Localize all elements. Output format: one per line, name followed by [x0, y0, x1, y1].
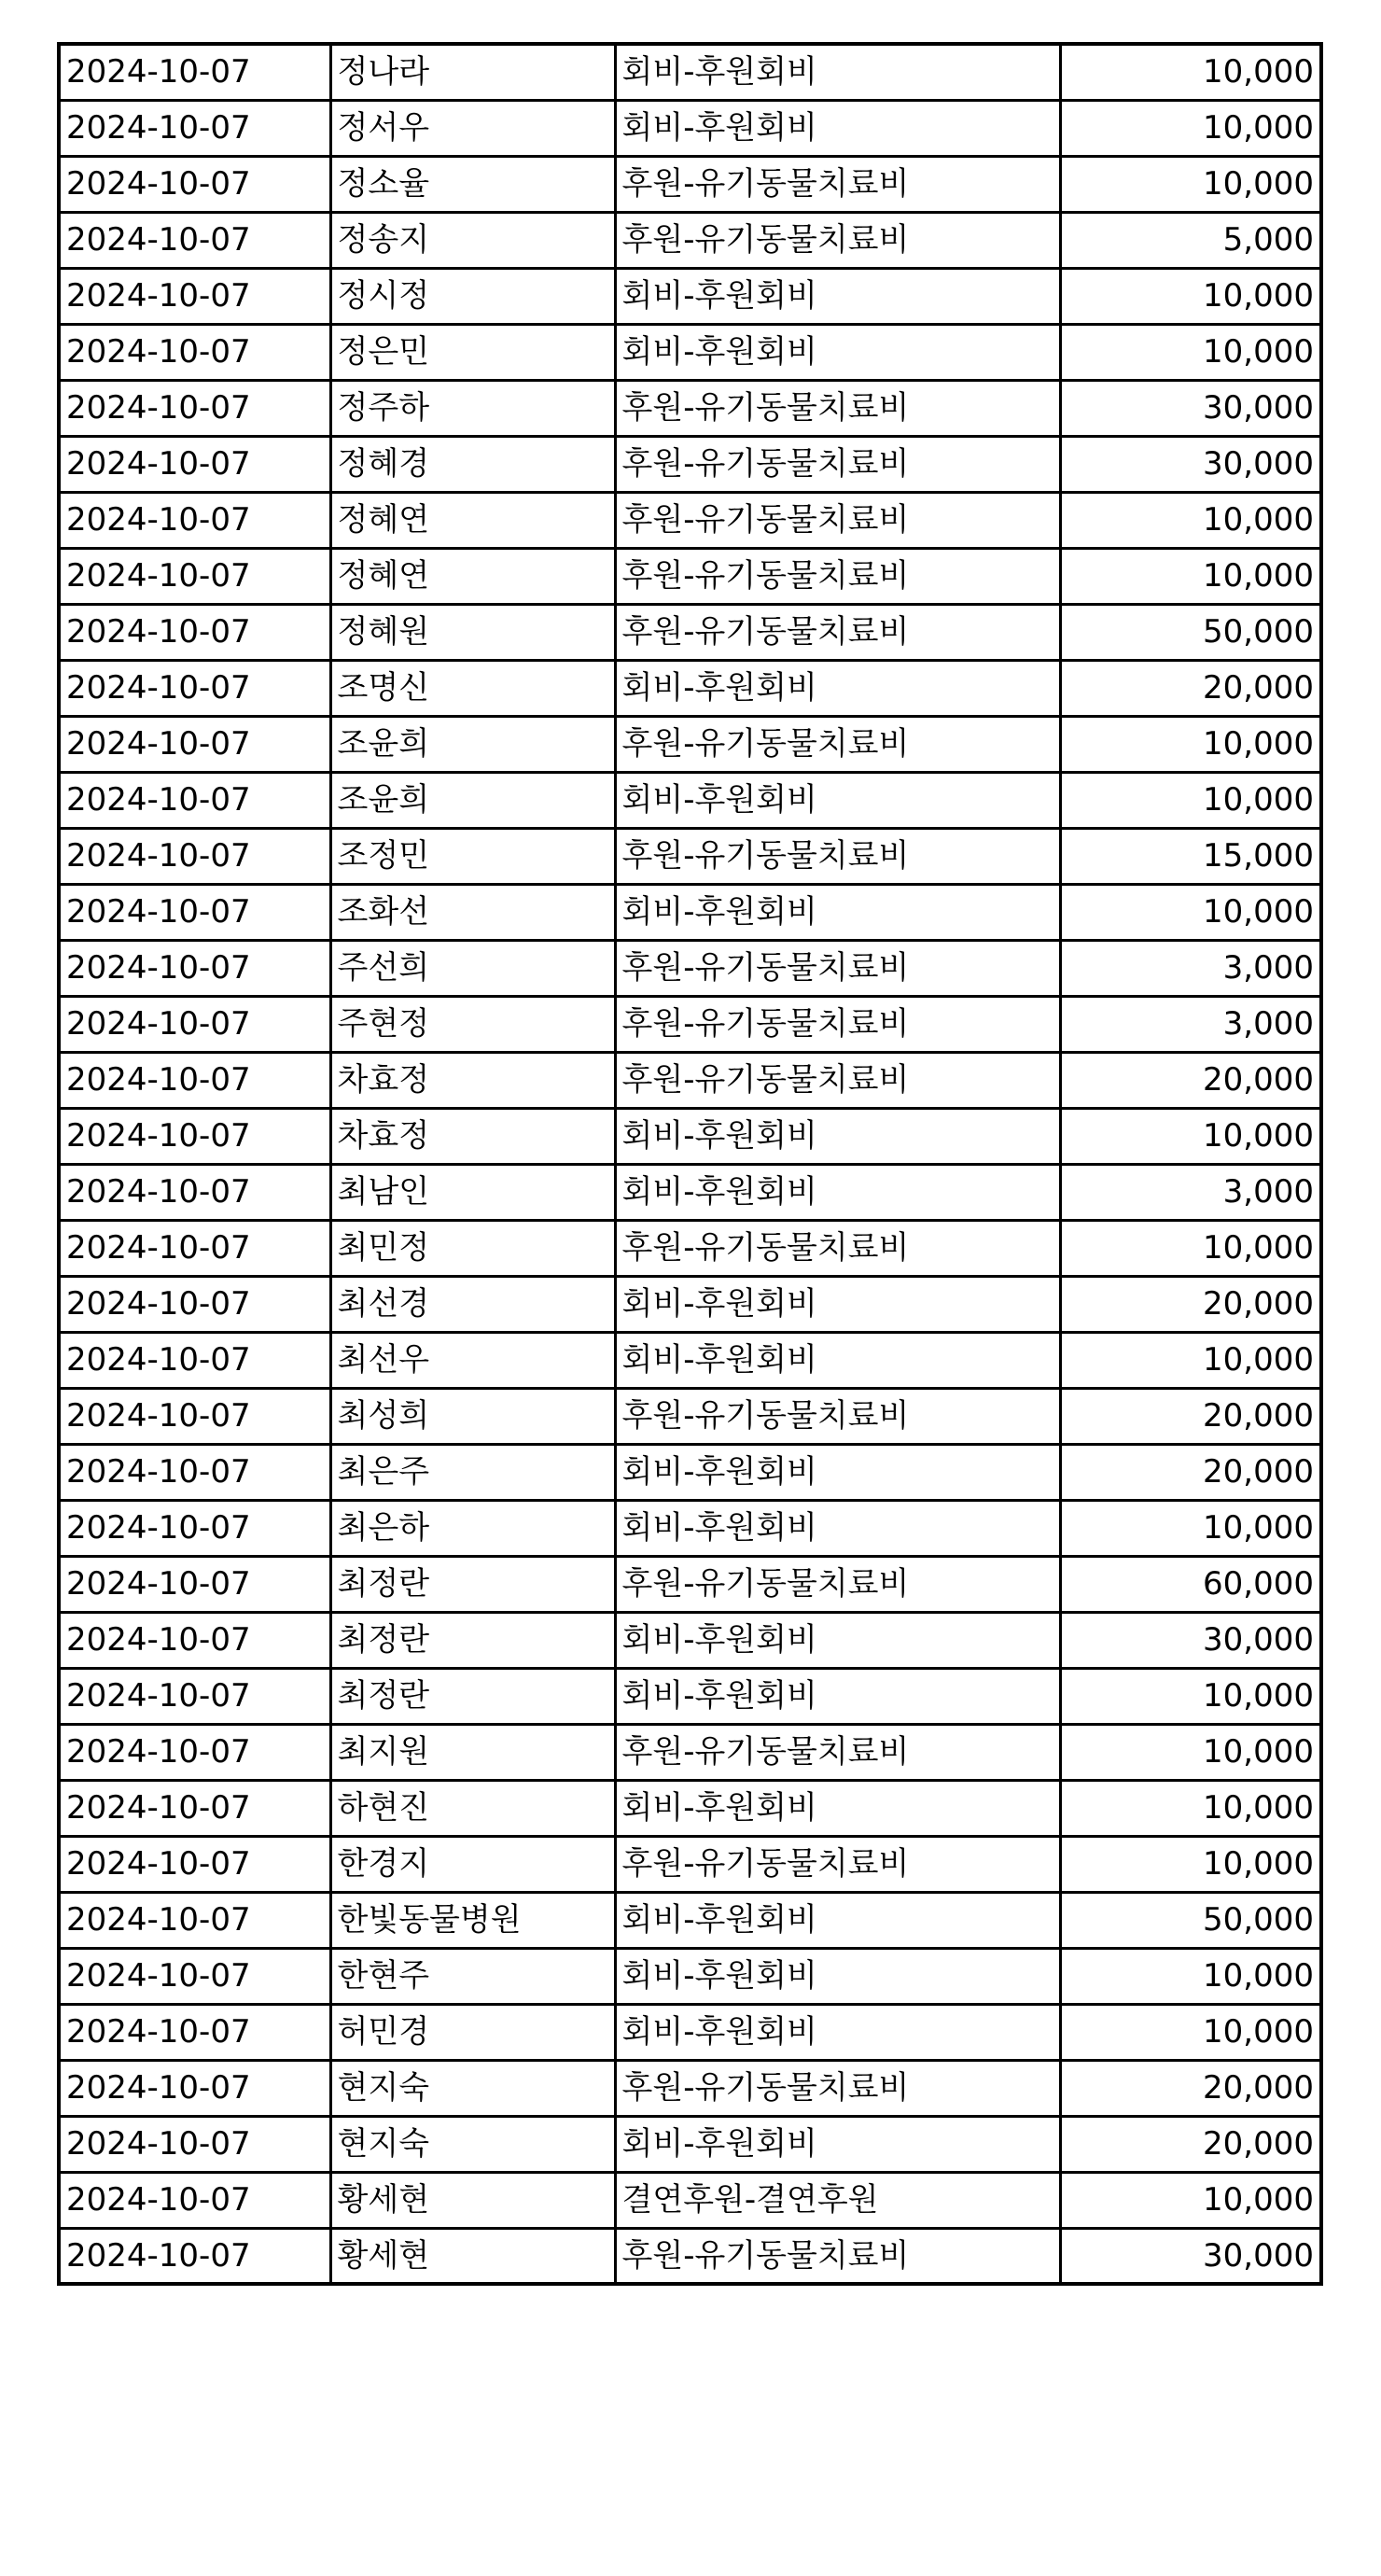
date-cell: 2024-10-07 — [59, 1780, 330, 1836]
table-row — [59, 156, 1321, 212]
date-cell: 2024-10-07 — [59, 2228, 330, 2284]
category-cell: 회비-후원회비 — [615, 1108, 1060, 1164]
table-row — [59, 1276, 1321, 1332]
donor-name-cell: 허민경 — [330, 2004, 615, 2060]
amount-cell: 10,000 — [1060, 1332, 1321, 1388]
amount-cell: 10,000 — [1060, 2004, 1321, 2060]
category-cell: 회비-후원회비 — [615, 2116, 1060, 2172]
donor-name-cell: 최선경 — [330, 1276, 615, 1332]
category-cell: 회비-후원회비 — [615, 1164, 1060, 1220]
donor-name-cell: 정혜연 — [330, 548, 615, 604]
category-cell: 회비-후원회비 — [615, 1444, 1060, 1500]
category-cell: 후원-유기동물치료비 — [615, 2060, 1060, 2116]
donor-name-cell: 최정란 — [330, 1668, 615, 1724]
amount-cell: 30,000 — [1060, 436, 1321, 492]
amount-cell: 20,000 — [1060, 1052, 1321, 1108]
donor-name-cell: 최남인 — [330, 1164, 615, 1220]
table-row — [59, 2004, 1321, 2060]
table-row — [59, 1668, 1321, 1724]
amount-cell: 20,000 — [1060, 2060, 1321, 2116]
donor-name-cell: 최성희 — [330, 1388, 615, 1444]
table-row — [59, 436, 1321, 492]
category-cell: 결연후원-결연후원 — [615, 2172, 1060, 2228]
category-cell: 후원-유기동물치료비 — [615, 604, 1060, 660]
table-row — [59, 44, 1321, 100]
amount-cell: 10,000 — [1060, 1220, 1321, 1276]
donor-name-cell: 조윤희 — [330, 716, 615, 772]
date-cell: 2024-10-07 — [59, 1500, 330, 1556]
table-row — [59, 1220, 1321, 1276]
date-cell: 2024-10-07 — [59, 1332, 330, 1388]
table-row — [59, 380, 1321, 436]
table-row — [59, 996, 1321, 1052]
donor-name-cell: 조명신 — [330, 660, 615, 716]
amount-cell: 10,000 — [1060, 548, 1321, 604]
amount-cell: 20,000 — [1060, 1444, 1321, 1500]
table-row — [59, 1332, 1321, 1388]
donor-name-cell: 정서우 — [330, 100, 615, 156]
category-cell: 회비-후원회비 — [615, 772, 1060, 828]
donor-name-cell: 최은하 — [330, 1500, 615, 1556]
donor-name-cell: 정송지 — [330, 212, 615, 268]
amount-cell: 10,000 — [1060, 156, 1321, 212]
donor-name-cell: 조정민 — [330, 828, 615, 884]
date-cell: 2024-10-07 — [59, 1556, 330, 1612]
category-cell: 회비-후원회비 — [615, 268, 1060, 324]
table-row — [59, 1892, 1321, 1948]
date-cell: 2024-10-07 — [59, 156, 330, 212]
category-cell: 후원-유기동물치료비 — [615, 492, 1060, 548]
table-row — [59, 716, 1321, 772]
table-row — [59, 1052, 1321, 1108]
amount-cell: 20,000 — [1060, 2116, 1321, 2172]
date-cell: 2024-10-07 — [59, 1164, 330, 1220]
category-cell: 후원-유기동물치료비 — [615, 436, 1060, 492]
table-row — [59, 660, 1321, 716]
date-cell: 2024-10-07 — [59, 492, 330, 548]
donor-name-cell: 조윤희 — [330, 772, 615, 828]
table-row — [59, 1836, 1321, 1892]
donor-name-cell: 차효정 — [330, 1052, 615, 1108]
amount-cell: 10,000 — [1060, 1500, 1321, 1556]
table-row — [59, 772, 1321, 828]
amount-cell: 60,000 — [1060, 1556, 1321, 1612]
table-row — [59, 212, 1321, 268]
amount-cell: 5,000 — [1060, 212, 1321, 268]
amount-cell: 20,000 — [1060, 660, 1321, 716]
donor-name-cell: 하현진 — [330, 1780, 615, 1836]
donor-name-cell: 현지숙 — [330, 2116, 615, 2172]
ledger-body — [59, 44, 1321, 2284]
table-row — [59, 604, 1321, 660]
donation-ledger-table — [57, 42, 1323, 2286]
donor-name-cell: 최선우 — [330, 1332, 615, 1388]
category-cell: 회비-후원회비 — [615, 660, 1060, 716]
date-cell: 2024-10-07 — [59, 324, 330, 380]
date-cell: 2024-10-07 — [59, 1108, 330, 1164]
category-cell: 회비-후원회비 — [615, 324, 1060, 380]
donor-name-cell: 한경지 — [330, 1836, 615, 1892]
amount-cell: 3,000 — [1060, 996, 1321, 1052]
amount-cell: 10,000 — [1060, 1724, 1321, 1780]
amount-cell: 10,000 — [1060, 44, 1321, 100]
date-cell: 2024-10-07 — [59, 1276, 330, 1332]
date-cell: 2024-10-07 — [59, 1836, 330, 1892]
amount-cell: 10,000 — [1060, 1780, 1321, 1836]
date-cell: 2024-10-07 — [59, 1892, 330, 1948]
amount-cell: 50,000 — [1060, 604, 1321, 660]
donor-name-cell: 최민정 — [330, 1220, 615, 1276]
category-cell: 회비-후원회비 — [615, 100, 1060, 156]
date-cell: 2024-10-07 — [59, 2060, 330, 2116]
table-row — [59, 324, 1321, 380]
date-cell: 2024-10-07 — [59, 1052, 330, 1108]
amount-cell: 3,000 — [1060, 1164, 1321, 1220]
date-cell: 2024-10-07 — [59, 436, 330, 492]
donor-name-cell: 정나라 — [330, 44, 615, 100]
table-row — [59, 548, 1321, 604]
category-cell: 후원-유기동물치료비 — [615, 716, 1060, 772]
category-cell: 후원-유기동물치료비 — [615, 1724, 1060, 1780]
table-row — [59, 1500, 1321, 1556]
category-cell: 회비-후원회비 — [615, 1276, 1060, 1332]
table-row — [59, 1612, 1321, 1668]
date-cell: 2024-10-07 — [59, 660, 330, 716]
donor-name-cell: 최은주 — [330, 1444, 615, 1500]
category-cell: 후원-유기동물치료비 — [615, 996, 1060, 1052]
category-cell: 회비-후원회비 — [615, 1500, 1060, 1556]
category-cell: 회비-후원회비 — [615, 1668, 1060, 1724]
category-cell: 회비-후원회비 — [615, 1332, 1060, 1388]
donor-name-cell: 황세현 — [330, 2172, 615, 2228]
table-row — [59, 828, 1321, 884]
date-cell: 2024-10-07 — [59, 940, 330, 996]
amount-cell: 20,000 — [1060, 1276, 1321, 1332]
category-cell: 후원-유기동물치료비 — [615, 380, 1060, 436]
table-row — [59, 268, 1321, 324]
category-cell: 후원-유기동물치료비 — [615, 212, 1060, 268]
amount-cell: 10,000 — [1060, 772, 1321, 828]
date-cell: 2024-10-07 — [59, 1388, 330, 1444]
category-cell: 후원-유기동물치료비 — [615, 1052, 1060, 1108]
table-row — [59, 1948, 1321, 2004]
category-cell: 후원-유기동물치료비 — [615, 940, 1060, 996]
donor-name-cell: 정혜연 — [330, 492, 615, 548]
donor-name-cell: 현지숙 — [330, 2060, 615, 2116]
table-row — [59, 1780, 1321, 1836]
amount-cell: 10,000 — [1060, 100, 1321, 156]
table-row — [59, 1388, 1321, 1444]
table-row — [59, 1164, 1321, 1220]
amount-cell: 10,000 — [1060, 1948, 1321, 2004]
date-cell: 2024-10-07 — [59, 268, 330, 324]
date-cell: 2024-10-07 — [59, 772, 330, 828]
table-row — [59, 1556, 1321, 1612]
amount-cell: 10,000 — [1060, 492, 1321, 548]
table-row — [59, 492, 1321, 548]
donor-name-cell: 정은민 — [330, 324, 615, 380]
date-cell: 2024-10-07 — [59, 1220, 330, 1276]
date-cell: 2024-10-07 — [59, 2116, 330, 2172]
category-cell: 회비-후원회비 — [615, 1612, 1060, 1668]
amount-cell: 10,000 — [1060, 324, 1321, 380]
category-cell: 회비-후원회비 — [615, 44, 1060, 100]
category-cell: 회비-후원회비 — [615, 1948, 1060, 2004]
amount-cell: 10,000 — [1060, 716, 1321, 772]
date-cell: 2024-10-07 — [59, 604, 330, 660]
category-cell: 후원-유기동물치료비 — [615, 1836, 1060, 1892]
donor-name-cell: 정혜원 — [330, 604, 615, 660]
date-cell: 2024-10-07 — [59, 100, 330, 156]
table-row — [59, 2228, 1321, 2284]
donor-name-cell: 정혜경 — [330, 436, 615, 492]
donor-name-cell: 정주하 — [330, 380, 615, 436]
amount-cell: 20,000 — [1060, 1388, 1321, 1444]
amount-cell: 30,000 — [1060, 1612, 1321, 1668]
amount-cell: 10,000 — [1060, 884, 1321, 940]
amount-cell: 10,000 — [1060, 1836, 1321, 1892]
amount-cell: 10,000 — [1060, 2172, 1321, 2228]
donor-name-cell: 한현주 — [330, 1948, 615, 2004]
date-cell: 2024-10-07 — [59, 1724, 330, 1780]
donor-name-cell: 최정란 — [330, 1556, 615, 1612]
donor-name-cell: 차효정 — [330, 1108, 615, 1164]
donor-name-cell: 정시정 — [330, 268, 615, 324]
amount-cell: 50,000 — [1060, 1892, 1321, 1948]
amount-cell: 15,000 — [1060, 828, 1321, 884]
date-cell: 2024-10-07 — [59, 44, 330, 100]
category-cell: 후원-유기동물치료비 — [615, 548, 1060, 604]
table-row — [59, 2172, 1321, 2228]
category-cell: 후원-유기동물치료비 — [615, 156, 1060, 212]
donor-name-cell: 주현정 — [330, 996, 615, 1052]
category-cell: 회비-후원회비 — [615, 1892, 1060, 1948]
date-cell: 2024-10-07 — [59, 1668, 330, 1724]
amount-cell: 3,000 — [1060, 940, 1321, 996]
date-cell: 2024-10-07 — [59, 2004, 330, 2060]
date-cell: 2024-10-07 — [59, 548, 330, 604]
table-row — [59, 884, 1321, 940]
table-row — [59, 940, 1321, 996]
date-cell: 2024-10-07 — [59, 212, 330, 268]
category-cell: 후원-유기동물치료비 — [615, 1556, 1060, 1612]
table-row — [59, 100, 1321, 156]
date-cell: 2024-10-07 — [59, 380, 330, 436]
donor-name-cell: 정소율 — [330, 156, 615, 212]
table-row — [59, 2060, 1321, 2116]
date-cell: 2024-10-07 — [59, 884, 330, 940]
date-cell: 2024-10-07 — [59, 1612, 330, 1668]
table-row — [59, 1444, 1321, 1500]
date-cell: 2024-10-07 — [59, 2172, 330, 2228]
category-cell: 회비-후원회비 — [615, 884, 1060, 940]
donor-name-cell: 최정란 — [330, 1612, 615, 1668]
donor-name-cell: 황세현 — [330, 2228, 615, 2284]
table-row — [59, 1724, 1321, 1780]
amount-cell: 10,000 — [1060, 1668, 1321, 1724]
amount-cell: 10,000 — [1060, 1108, 1321, 1164]
amount-cell: 30,000 — [1060, 2228, 1321, 2284]
date-cell: 2024-10-07 — [59, 1948, 330, 2004]
donor-name-cell: 최지원 — [330, 1724, 615, 1780]
date-cell: 2024-10-07 — [59, 1444, 330, 1500]
date-cell: 2024-10-07 — [59, 716, 330, 772]
category-cell: 후원-유기동물치료비 — [615, 2228, 1060, 2284]
table-row — [59, 1108, 1321, 1164]
date-cell: 2024-10-07 — [59, 828, 330, 884]
category-cell: 후원-유기동물치료비 — [615, 828, 1060, 884]
category-cell: 회비-후원회비 — [615, 1780, 1060, 1836]
donor-name-cell: 조화선 — [330, 884, 615, 940]
amount-cell: 30,000 — [1060, 380, 1321, 436]
date-cell: 2024-10-07 — [59, 996, 330, 1052]
amount-cell: 10,000 — [1060, 268, 1321, 324]
category-cell: 후원-유기동물치료비 — [615, 1220, 1060, 1276]
donor-name-cell: 주선희 — [330, 940, 615, 996]
category-cell: 후원-유기동물치료비 — [615, 1388, 1060, 1444]
donor-name-cell: 한빛동물병원 — [330, 1892, 615, 1948]
category-cell: 회비-후원회비 — [615, 2004, 1060, 2060]
table-row — [59, 2116, 1321, 2172]
